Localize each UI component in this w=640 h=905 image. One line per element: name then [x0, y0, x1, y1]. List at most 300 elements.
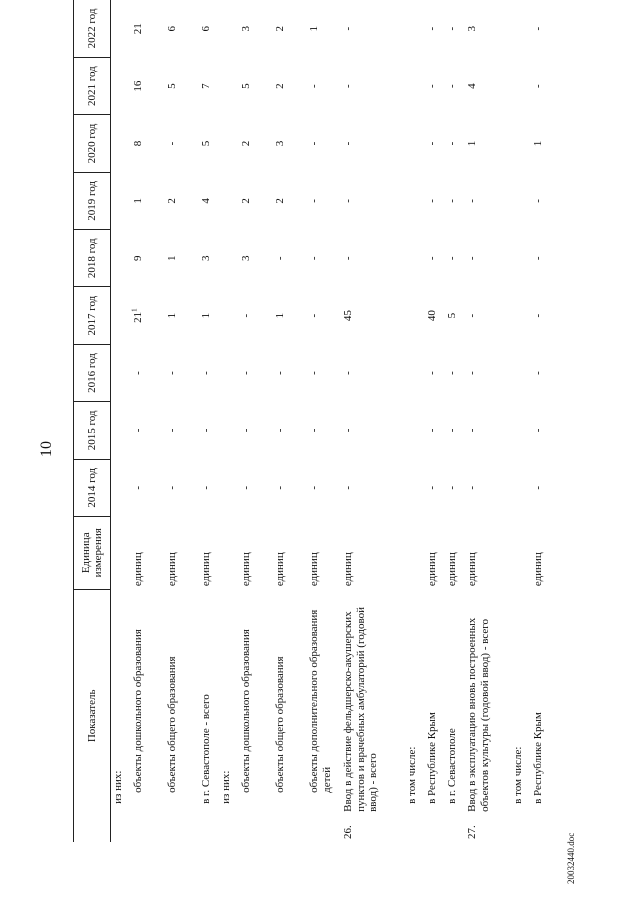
value-text: - — [532, 428, 544, 433]
row-value — [239, 344, 273, 401]
row-unit: единиц — [446, 552, 458, 587]
row-value — [239, 115, 273, 172]
row-value — [341, 57, 405, 114]
header-year: 2015 год — [74, 402, 111, 459]
value-text: - — [426, 485, 438, 490]
row-value — [239, 230, 273, 287]
row-value — [199, 230, 219, 287]
row-value — [239, 402, 273, 459]
value-text: - — [426, 371, 438, 375]
row-value — [425, 459, 445, 516]
value-text: - — [426, 26, 438, 31]
row-label: в том числе: — [512, 746, 524, 804]
header-year: 2022 год — [74, 0, 111, 57]
row-number — [239, 815, 273, 842]
value-text: - — [308, 84, 320, 88]
value-text: 6 — [200, 25, 212, 32]
header-unit: Единица измерения — [74, 516, 111, 589]
value-text: - — [274, 428, 286, 433]
row-value — [341, 230, 405, 287]
row-unit: единиц — [342, 552, 354, 587]
value-text: - — [466, 199, 478, 203]
row-value — [111, 230, 132, 287]
row-value — [465, 402, 511, 459]
value-text: - — [342, 428, 354, 433]
row-value — [341, 172, 405, 229]
row-value — [341, 0, 405, 57]
row-value — [219, 0, 239, 57]
value-text: - — [532, 256, 544, 261]
table-row — [341, 0, 405, 842]
row-value — [465, 0, 511, 57]
value-text: - — [200, 371, 212, 375]
row-number — [199, 815, 219, 842]
row-value — [199, 115, 219, 172]
row-value — [341, 287, 405, 344]
row-unit: единиц — [200, 552, 212, 587]
row-value — [511, 402, 531, 459]
row-value — [531, 402, 551, 459]
row-value — [465, 287, 511, 344]
row-value — [445, 57, 465, 114]
row-value — [273, 287, 307, 344]
row-unit: единиц — [166, 552, 178, 587]
value-text: - — [532, 485, 544, 490]
row-number — [273, 815, 307, 842]
value-text: - — [132, 371, 144, 375]
value-text: - — [532, 26, 544, 31]
row-value — [273, 344, 307, 401]
value-text: - — [446, 84, 458, 88]
row-value — [239, 172, 273, 229]
row-value — [425, 402, 445, 459]
value-text: - — [446, 141, 458, 146]
value-text: 1 — [166, 255, 178, 261]
row-value — [199, 172, 219, 229]
value-text: - — [308, 485, 320, 490]
value-text: 2 — [274, 83, 286, 89]
value-text: 2 — [274, 198, 286, 204]
row-value — [131, 0, 165, 57]
row-value — [111, 402, 132, 459]
value-text: 16 — [132, 80, 144, 92]
row-value — [511, 57, 531, 114]
row-number — [445, 815, 465, 842]
table-row — [131, 0, 165, 842]
value-text: - — [308, 199, 320, 203]
value-text: 4 — [466, 83, 478, 89]
row-value — [131, 57, 165, 114]
row-value — [219, 172, 239, 229]
row-value — [273, 57, 307, 114]
value-text: - — [240, 313, 252, 318]
row-value — [445, 0, 465, 57]
table-row — [273, 0, 307, 842]
row-value — [111, 287, 132, 344]
row-value — [165, 172, 199, 229]
value-text: 2 — [240, 140, 252, 147]
row-value — [465, 172, 511, 229]
value-text: 1 — [166, 312, 178, 319]
row-number: 27. — [466, 825, 478, 839]
row-value — [165, 459, 199, 516]
row-value — [131, 402, 165, 459]
row-label: из них: — [220, 770, 232, 804]
row-value — [273, 459, 307, 516]
row-value — [239, 459, 273, 516]
row-value — [239, 287, 273, 344]
value-text: - — [274, 485, 286, 490]
header-year: 2019 год — [74, 172, 111, 229]
row-value — [405, 57, 425, 114]
value-text: - — [532, 313, 544, 318]
row-value — [219, 287, 239, 344]
row-unit — [111, 516, 132, 589]
value-text: - — [308, 141, 320, 146]
table-row — [239, 0, 273, 842]
row-value — [111, 459, 132, 516]
row-label: в г. Севастополе - всего — [200, 694, 212, 804]
row-value — [445, 287, 465, 344]
row-value — [199, 344, 219, 401]
row-value — [273, 402, 307, 459]
row-unit: единиц — [532, 552, 544, 587]
value-text: - — [132, 485, 144, 490]
row-label: в г. Севастополе — [446, 728, 458, 804]
row-value — [405, 230, 425, 287]
row-value — [531, 230, 551, 287]
row-value — [307, 402, 341, 459]
row-number — [531, 815, 551, 842]
row-value — [131, 459, 165, 516]
table-row — [511, 0, 531, 842]
row-value — [465, 459, 511, 516]
row-unit: единиц — [274, 552, 286, 587]
value-text: - — [308, 371, 320, 375]
row-value — [341, 115, 405, 172]
value-text: 1 — [466, 140, 478, 147]
row-value — [307, 287, 341, 344]
row-value — [219, 230, 239, 287]
row-value — [165, 115, 199, 172]
row-value — [531, 172, 551, 229]
row-value — [199, 402, 219, 459]
value-text: 7 — [200, 83, 212, 89]
row-value — [531, 115, 551, 172]
value-text: - — [342, 26, 354, 31]
row-label: в Республике Крым — [426, 712, 438, 804]
row-value — [199, 0, 219, 57]
row-value — [405, 402, 425, 459]
row-label: объекты дошкольного образования — [240, 629, 252, 793]
row-label: объекты общего образования — [166, 656, 178, 793]
row-value — [219, 402, 239, 459]
row-number — [131, 815, 165, 842]
table-row — [199, 0, 219, 842]
row-value — [445, 344, 465, 401]
row-value — [405, 0, 425, 57]
value-text: - — [426, 428, 438, 433]
row-value — [511, 230, 531, 287]
row-value — [341, 459, 405, 516]
table-row — [165, 0, 199, 842]
value-text: - — [200, 485, 212, 490]
row-value — [165, 402, 199, 459]
row-label: объекты дополнительного образования детей — [308, 609, 333, 793]
header-year: 2014 год — [74, 459, 111, 516]
row-value — [465, 344, 511, 401]
value-text: - — [446, 199, 458, 203]
table-body — [111, 0, 552, 842]
header-year: 2020 год — [74, 115, 111, 172]
row-value — [165, 0, 199, 57]
value-text: 3 — [240, 25, 252, 32]
row-label: Ввод в эксплуатацию вновь построенных объектов культуры (годовой ввод) - всего — [466, 617, 491, 812]
row-value — [307, 344, 341, 401]
row-value — [465, 57, 511, 114]
value-text: - — [308, 428, 320, 433]
header-indicator: Показатель — [74, 589, 111, 842]
row-value — [425, 230, 445, 287]
row-number — [219, 815, 239, 842]
value-text: - — [166, 485, 178, 490]
row-value — [445, 172, 465, 229]
row-value — [131, 287, 165, 344]
value-text: 9 — [132, 255, 144, 261]
value-text: - — [200, 428, 212, 433]
page-number: 10 — [38, 441, 55, 457]
row-value — [131, 115, 165, 172]
value-text: 1 — [274, 312, 286, 319]
value-text: 3 — [240, 255, 252, 261]
table-header-row — [74, 0, 111, 842]
header-year: 2017 год — [74, 287, 111, 344]
value-text: 3 — [200, 255, 212, 261]
row-number — [511, 815, 531, 842]
value-text: - — [446, 26, 458, 31]
row-value — [165, 230, 199, 287]
row-value — [307, 172, 341, 229]
row-value — [219, 57, 239, 114]
row-number — [405, 815, 425, 842]
row-label: в Республике Крым — [532, 712, 544, 804]
row-label: в том числе: — [406, 746, 418, 804]
value-text: 2 — [240, 198, 252, 204]
footer-filename: 20032440.doc — [566, 832, 576, 884]
value-text: - — [132, 428, 144, 433]
value-text: - — [426, 256, 438, 261]
value-text: - — [274, 371, 286, 375]
value-text: - — [240, 371, 252, 375]
value-text: - — [166, 141, 178, 146]
value-text: 1 — [132, 198, 144, 204]
value-text: 45 — [342, 310, 354, 322]
row-number — [111, 815, 132, 842]
row-value — [199, 57, 219, 114]
row-number: 26. — [342, 825, 354, 839]
value-text: - — [532, 199, 544, 203]
value-text: - — [446, 485, 458, 490]
row-value — [199, 287, 219, 344]
value-text: - — [532, 371, 544, 375]
row-number — [165, 815, 199, 842]
row-value — [425, 172, 445, 229]
table-row — [219, 0, 239, 842]
header-year: 2021 год — [74, 57, 111, 114]
row-value — [165, 57, 199, 114]
row-value — [465, 230, 511, 287]
row-unit: единиц — [426, 552, 438, 587]
table-row — [445, 0, 465, 842]
value-text: 8 — [132, 140, 144, 147]
value-text: - — [466, 428, 478, 433]
value-text: - — [466, 371, 478, 375]
row-value — [219, 115, 239, 172]
value-text: 40 — [426, 310, 438, 322]
value-text: - — [166, 371, 178, 375]
row-unit: единиц — [466, 552, 478, 587]
row-label: из них: — [112, 770, 124, 804]
value-text: 4 — [200, 198, 212, 204]
row-value — [111, 172, 132, 229]
value-text: - — [342, 141, 354, 146]
value-text: - — [240, 485, 252, 490]
value-text: - — [446, 428, 458, 433]
table-row — [111, 0, 132, 842]
row-value — [511, 115, 531, 172]
header-year: 2018 год — [74, 230, 111, 287]
value-text: - — [466, 485, 478, 490]
row-value — [405, 344, 425, 401]
table-row — [465, 0, 511, 842]
value-text: 1 — [200, 312, 212, 319]
table-row — [425, 0, 445, 842]
value-text: - — [308, 313, 320, 318]
row-value — [531, 57, 551, 114]
value-text: - — [342, 199, 354, 203]
value-text: 1 — [532, 140, 544, 147]
value-text: - — [342, 485, 354, 490]
value-text: - — [308, 256, 320, 261]
indicators-table — [73, 0, 551, 842]
value-text: - — [446, 256, 458, 261]
row-value — [445, 459, 465, 516]
row-value — [131, 172, 165, 229]
row-number — [307, 815, 341, 842]
value-text: 5 — [200, 140, 212, 147]
value-text: 5 — [446, 312, 458, 319]
row-value — [425, 115, 445, 172]
row-value — [531, 0, 551, 57]
footnote-mark: 1 — [130, 308, 139, 312]
row-unit: единиц — [240, 552, 252, 587]
value-text: - — [426, 84, 438, 88]
value-text: 6 — [166, 25, 178, 32]
value-text: 5 — [166, 83, 178, 89]
row-value — [405, 287, 425, 344]
value-text: - — [342, 84, 354, 88]
row-value — [425, 344, 445, 401]
row-value — [273, 0, 307, 57]
value-text: - — [466, 313, 478, 318]
row-value — [405, 459, 425, 516]
row-value — [273, 115, 307, 172]
row-value — [273, 230, 307, 287]
row-value — [307, 115, 341, 172]
row-value — [445, 402, 465, 459]
row-value — [111, 57, 132, 114]
row-value — [531, 459, 551, 516]
row-label: Ввод в действие фельдшерско-акушерских пунктов и врачебных амбулаторий (годовой ввод) - всего — [342, 607, 379, 812]
table-row — [531, 0, 551, 842]
row-value — [307, 0, 341, 57]
row-value — [307, 230, 341, 287]
row-value — [273, 172, 307, 229]
value-text: 3 — [466, 25, 478, 32]
row-value — [239, 57, 273, 114]
row-value — [511, 459, 531, 516]
value-text: 1 — [308, 25, 320, 32]
row-label: объекты общего образования — [274, 656, 286, 793]
row-value — [219, 344, 239, 401]
row-value — [531, 344, 551, 401]
row-unit: единиц — [308, 552, 320, 587]
row-value — [341, 344, 405, 401]
value-text: - — [274, 256, 286, 261]
row-value — [131, 344, 165, 401]
row-unit — [405, 516, 425, 589]
row-value — [405, 115, 425, 172]
value-text: - — [532, 84, 544, 88]
row-value — [445, 115, 465, 172]
row-value — [199, 459, 219, 516]
row-value — [511, 172, 531, 229]
row-value — [511, 287, 531, 344]
value-text: 3 — [274, 140, 286, 147]
row-value — [307, 459, 341, 516]
value-text: - — [446, 371, 458, 375]
value-text: 21 — [132, 311, 144, 323]
row-unit — [511, 516, 531, 589]
row-value — [425, 287, 445, 344]
table-row — [405, 0, 425, 842]
row-value — [219, 459, 239, 516]
value-text: - — [342, 256, 354, 261]
row-unit — [219, 516, 239, 589]
row-value — [425, 0, 445, 57]
row-value — [465, 115, 511, 172]
row-value — [111, 0, 132, 57]
row-value — [445, 230, 465, 287]
row-value — [511, 0, 531, 57]
row-value — [131, 230, 165, 287]
row-value — [239, 0, 273, 57]
row-unit: единиц — [132, 552, 144, 587]
value-text: 5 — [240, 83, 252, 89]
value-text: 2 — [274, 25, 286, 32]
value-text: - — [466, 256, 478, 261]
value-text: - — [426, 199, 438, 203]
row-number — [425, 815, 445, 842]
header-year: 2016 год — [74, 344, 111, 401]
row-label: объекты дошкольного образования — [132, 629, 144, 793]
value-text: - — [240, 428, 252, 433]
value-text: 2 — [166, 198, 178, 204]
row-value — [341, 402, 405, 459]
row-value — [511, 344, 531, 401]
row-value — [111, 115, 132, 172]
row-value — [531, 287, 551, 344]
